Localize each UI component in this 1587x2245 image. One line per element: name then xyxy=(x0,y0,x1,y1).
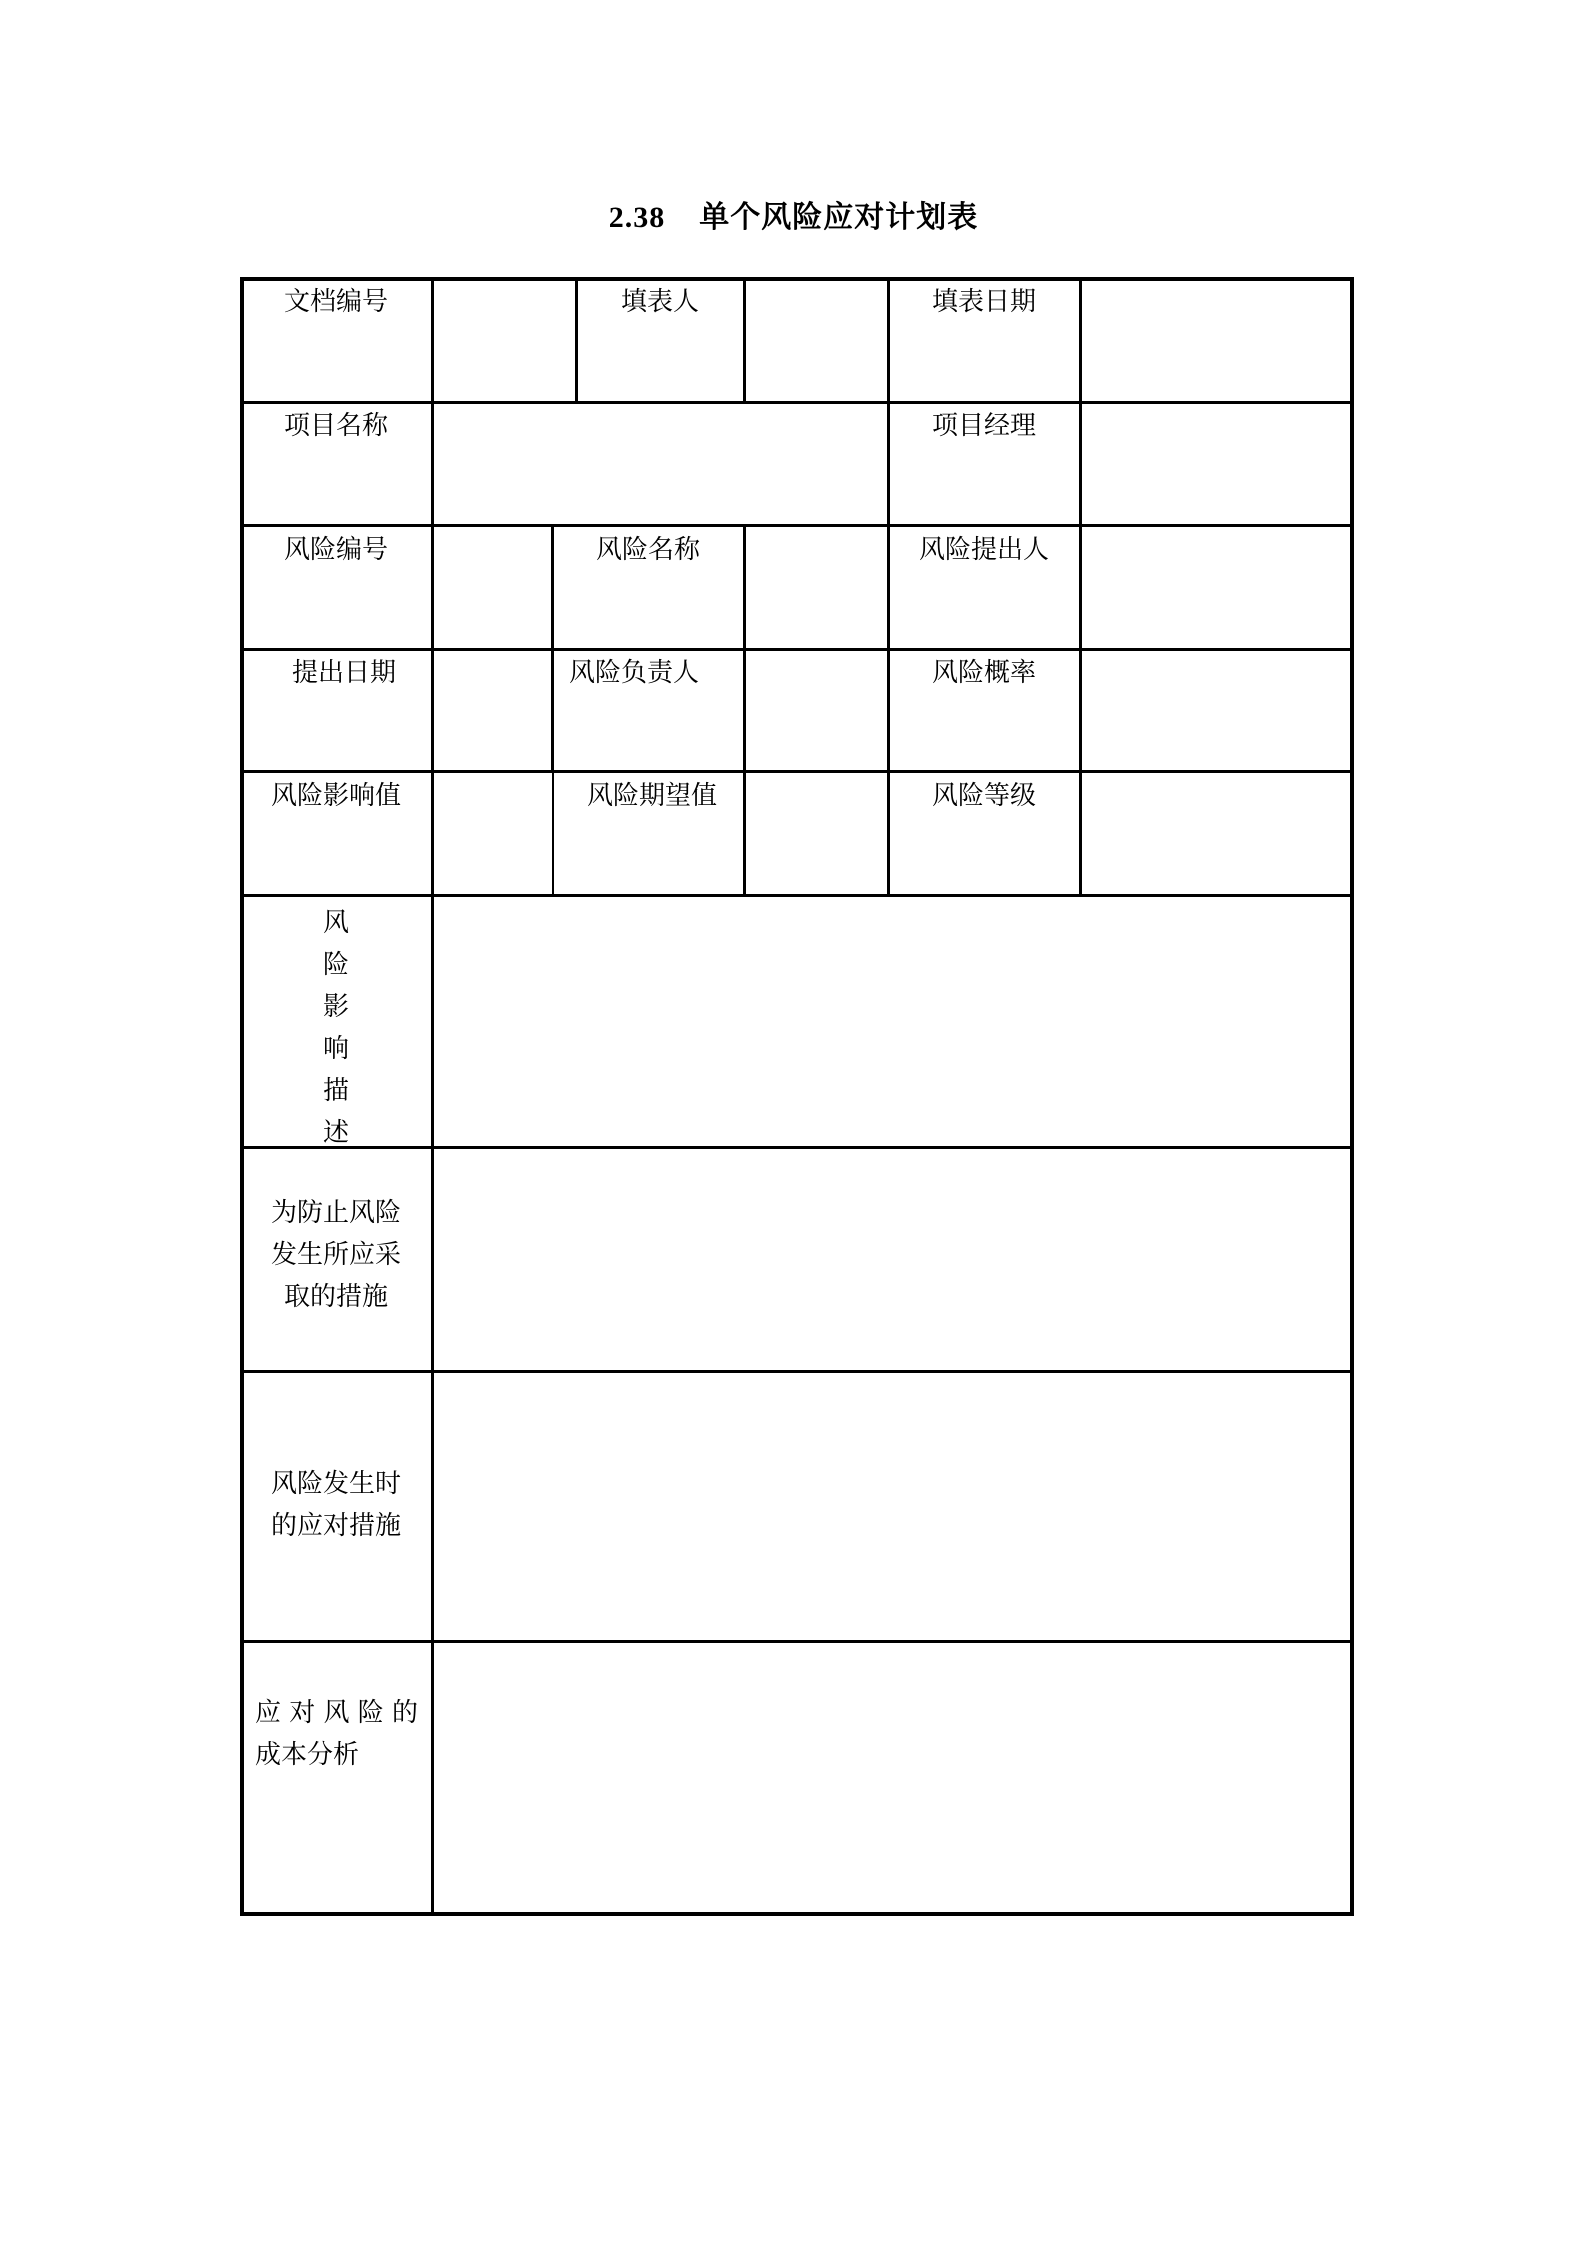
project-name-field[interactable] xyxy=(434,404,887,524)
filler-field[interactable] xyxy=(746,280,887,401)
prevention-measures-field[interactable] xyxy=(434,1149,1350,1370)
prevention-measures-label xyxy=(240,1192,432,1318)
label-char: 影 xyxy=(322,992,349,1022)
label-line: 取的措施 xyxy=(283,1282,388,1312)
impact-description-label xyxy=(240,902,432,1154)
risk-proposer-label: 风险提出人 xyxy=(918,535,1049,565)
propose-date-field[interactable] xyxy=(434,651,551,770)
filler-label: 填表人 xyxy=(620,287,699,317)
project-manager-field[interactable] xyxy=(1082,404,1350,524)
cost-analysis-field[interactable] xyxy=(434,1643,1350,1912)
propose-date-label: 提出日期 xyxy=(291,658,396,688)
fill-date-field[interactable] xyxy=(1082,280,1350,401)
label-char: 描 xyxy=(322,1076,349,1106)
impact-description-field[interactable] xyxy=(434,897,1350,1146)
doc-number-field[interactable] xyxy=(434,280,575,401)
label-line: 的应对措施 xyxy=(270,1511,401,1541)
risk-expected-value-field[interactable] xyxy=(746,773,887,894)
label-line: 发生所应采 xyxy=(270,1240,401,1270)
project-name-label: 项目名称 xyxy=(283,411,388,441)
label-char: 风 xyxy=(322,908,349,938)
risk-owner-field[interactable] xyxy=(746,651,887,770)
fill-date-label: 填表日期 xyxy=(931,287,1036,317)
risk-probability-label: 风险概率 xyxy=(931,658,1036,688)
risk-proposer-field[interactable] xyxy=(1082,527,1350,648)
cost-analysis-label xyxy=(255,1692,417,1776)
label-line: 成本分析 xyxy=(255,1740,360,1770)
risk-expected-value-label: 风险期望值 xyxy=(586,781,717,811)
response-measures-field[interactable] xyxy=(434,1373,1350,1640)
column-divider xyxy=(552,771,554,896)
risk-impact-label: 风险影响值 xyxy=(270,781,401,811)
response-measures-label xyxy=(240,1463,432,1547)
risk-level-label: 风险等级 xyxy=(931,781,1036,811)
project-manager-label: 项目经理 xyxy=(931,411,1036,441)
page-title xyxy=(0,192,1587,236)
risk-number-label: 风险编号 xyxy=(283,535,388,565)
risk-impact-field[interactable] xyxy=(434,773,551,894)
label-line: 为防止风险 xyxy=(270,1198,401,1228)
doc-number-label: 文档编号 xyxy=(283,287,388,317)
risk-level-field[interactable] xyxy=(1082,773,1350,894)
label-line: 风险发生时 xyxy=(270,1469,401,1499)
risk-number-field[interactable] xyxy=(434,527,551,648)
risk-name-label: 风险名称 xyxy=(595,535,700,565)
title-number: 2.38 xyxy=(608,201,666,234)
risk-owner-label: 风险负责人 xyxy=(568,658,699,688)
label-char: 述 xyxy=(322,1118,349,1148)
label-char: 险 xyxy=(322,950,349,980)
label-char: 响 xyxy=(322,1034,349,1064)
risk-name-field[interactable] xyxy=(746,527,887,648)
risk-probability-field[interactable] xyxy=(1082,651,1350,770)
title-text: 单个风险应对计划表 xyxy=(699,200,979,235)
label-line: 应 对 风 险 的 xyxy=(255,1698,419,1728)
